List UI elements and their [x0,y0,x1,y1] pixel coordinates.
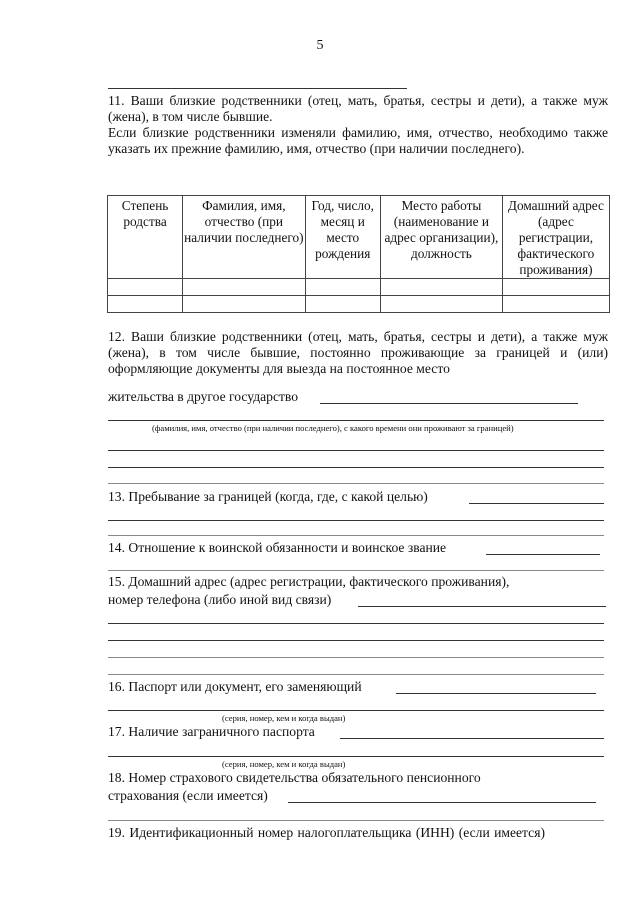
table-cell[interactable] [380,296,502,313]
col-header-birth: Год, число, месяц и место рождения [305,196,380,279]
q12-answer-line-3[interactable] [108,450,604,451]
q13-answer-line-2[interactable] [108,520,604,521]
q17-text: 17. Наличие заграничного паспорта [108,724,315,739]
q15-answer-line-4[interactable] [108,657,604,658]
q12-text: 12. Ваши близкие родственники (отец, мать, братья, сестры и дети), а также муж (жена), в том числе бывшие, постоянно проживающие за границей и (или) оформляющие документы для выезда на постоянное место [108,329,608,376]
q12-last-line: жительства в другое государство [108,389,299,404]
q12-caption: (фамилия, имя, отчество (при наличии последнего), с какого времени они проживают за границей) [152,423,514,433]
q12-answer-line-4[interactable] [108,467,604,468]
q15-line1: 15. Домашний адрес (адрес регистрации, фактического проживания), [108,574,510,589]
table-row [108,279,610,296]
col-header-full-name: Фамилия, имя, отчество (при наличии последнего) [183,196,305,279]
q16-caption: (серия, номер, кем и когда выдан) [222,713,346,723]
q13-answer-line-3[interactable] [108,535,604,536]
relatives-table-header [108,196,610,279]
table-cell[interactable] [305,296,380,313]
relatives-table [107,195,610,313]
q15-answer-line-2[interactable] [108,623,604,624]
q18-line2: страхования (если имеется) [108,788,268,803]
q19-text: 19. Идентификационный номер налогоплательщика (ИНН) (если имеется) [108,825,545,840]
table-cell[interactable] [108,279,183,296]
col-header-kinship: Степень родства [108,196,183,279]
q14-answer-line-2[interactable] [108,570,604,571]
q14-answer-line[interactable] [486,554,600,555]
q13-answer-line[interactable] [469,503,604,504]
page-number: 5 [316,38,324,53]
q12-answer-line-2[interactable] [108,420,604,421]
q18-line1: 18. Номер страхового свидетельства обязательного пенсионного [108,770,481,785]
table-cell[interactable] [380,279,502,296]
q13-text: 13. Пребывание за границей (когда, где, с какой целью) [108,489,428,504]
q11-name-change-note: Если близкие родственники изменяли фамилию, имя, отчество, необходимо также указать их прежние фамилию, имя, отчество (при наличии последнего). [108,125,608,156]
q15-answer-line[interactable] [358,606,606,607]
q16-answer-line[interactable] [396,693,596,694]
q17-caption: (серия, номер, кем и когда выдан) [222,759,346,769]
col-header-home-address: Домашний адрес (адрес регистрации, фактического проживания) [502,196,609,279]
q12-answer-line-5[interactable] [108,483,604,484]
top-rule [108,88,407,89]
q15-answer-line-3[interactable] [108,640,604,641]
q18-answer-line[interactable] [288,802,596,803]
q11-intro: 11. Ваши близкие родственники (отец, мать, братья, сестры и дети), а также муж (жена), в том числе бывшие. [108,93,608,124]
table-cell[interactable] [502,279,609,296]
q17-answer-line-2[interactable] [108,756,604,757]
q16-text: 16. Паспорт или документ, его заменяющий [108,679,362,694]
q14-text: 14. Отношение к воинской обязанности и воинское звание [108,540,447,555]
table-row [108,296,610,313]
q12-answer-line[interactable] [320,403,578,404]
q18-answer-line-2[interactable] [108,820,604,821]
table-cell[interactable] [108,296,183,313]
table-cell[interactable] [183,296,305,313]
table-cell[interactable] [502,296,609,313]
q15-answer-line-5[interactable] [108,674,604,675]
table-cell[interactable] [305,279,380,296]
q16-answer-line-2[interactable] [108,710,604,711]
col-header-workplace: Место работы (наименование и адрес организации), должность [380,196,502,279]
q17-answer-line[interactable] [340,738,604,739]
q15-line2: номер телефона (либо иной вид связи) [108,592,332,607]
table-cell[interactable] [183,279,305,296]
